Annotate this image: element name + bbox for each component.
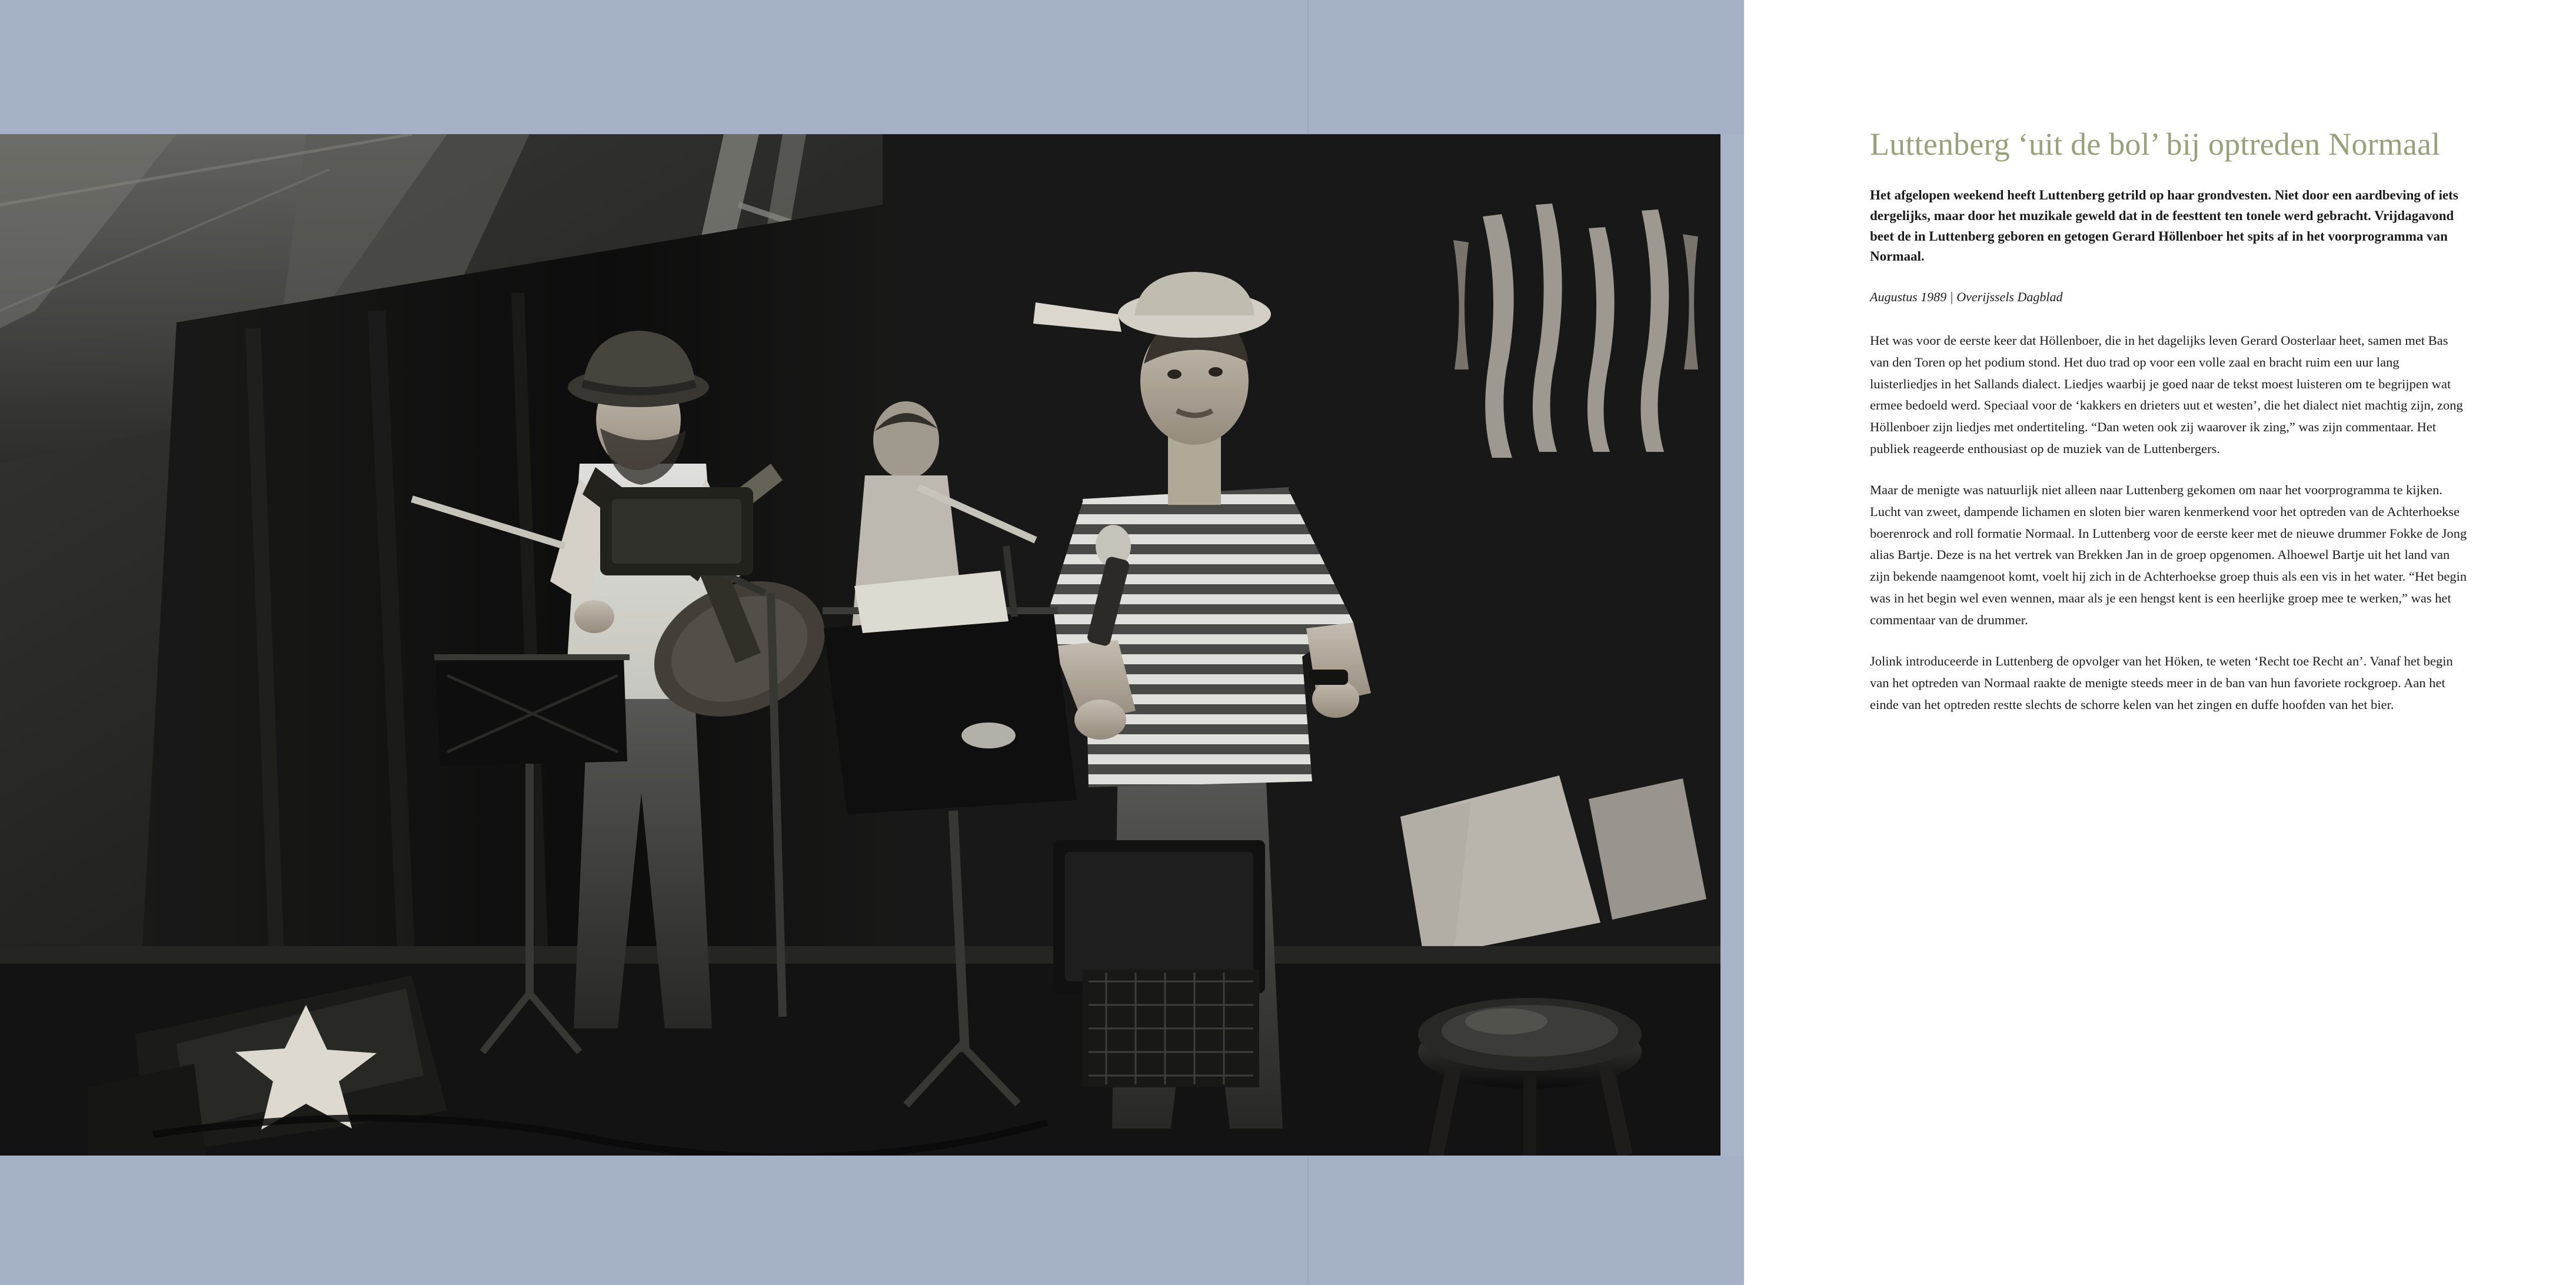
article-credit: Augustus 1989 | Overijssels Dagblad xyxy=(1870,289,2063,305)
article-paragraph-2: Maar de menigte was natuurlijk niet alleen naar Luttenberg gekomen om naar het voorprogramma te kijken. Lucht van zweet, dampende lichamen en sloten bier waren kenmerkend voor het optreden van de Achterhoekse boerenrock and roll formatie Normaal. In Luttenberg voor de eerste keer met de nieuwe drummer Fokke de Jong alias Bartje. Deze is na het vertrek van Brekken Jan in de groep opgenomen. Alhoewel Bartje uit het land van zijn bekende naamgenoot komt, voelt hij zich in de Achterhoekse groep thuis als een vis in het water. “Het begin was in het begin wel even wennen, maar als je een hengst kent is een heerlijke groep mee te werken,” was het commentaar van de drummer. xyxy=(1870,482,2467,627)
article-paragraph-3: Jolink introduceerde in Luttenberg de opvolger van het Höken, te weten ‘Recht toe Recht an’. Vanaf het begin van het optreden van Normaal raakte de menigte steeds meer in de ban van hun favoriete rockgroep. Aan het einde van het optreden restte slechts de schorre kelen van het zingen en duffe hoofden van het bier. xyxy=(1870,654,2453,712)
article-lead: Het afgelopen weekend heeft Luttenberg getrild op haar grondvesten. Niet door een aardbeving of iets dergelijks, maar door het muzikale geweld dat in de feesttent ten tonele werd gebracht. Vrijdagavond beet de in Luttenberg geboren en getogen Gerard Höllenboer het spits af in het voorprogramma van Normaal. xyxy=(1870,187,2458,264)
page-band-top xyxy=(0,0,1744,134)
article-headline: Luttenberg ‘uit de bol’ bij optreden Normaal xyxy=(1870,126,2441,162)
photograph-frame xyxy=(0,134,1720,1156)
article xyxy=(1870,126,2470,715)
page-band-bottom xyxy=(0,1156,1744,1285)
photograph xyxy=(0,134,1720,1156)
right-page-text xyxy=(1744,0,2576,1285)
article-paragraph-1: Het was voor de eerste keer dat Höllenboer, die in het dagelijks leven Gerard Oosterlaar heet, samen met Bas van den Toren op het podium stond. Het duo trad op voor een volle zaal en bracht ruim een uur lang luisterliedjes in het Sallands dialect. Liedjes waarbij je goed naar de tekst moest luisteren om te begrijpen wat ermee bedoeld werd. Speciaal voor de ‘kakkers en drieters uut et westen’, die het dialect niet machtig zijn, zong Höllenboer zijn liedjes met ondertiteling. “Dan weten ook zij waarover ik zing,” was zijn commentaar. Het publiek reageerde enthousiast op de muziek van de Luttenbergers. xyxy=(1870,333,2463,456)
